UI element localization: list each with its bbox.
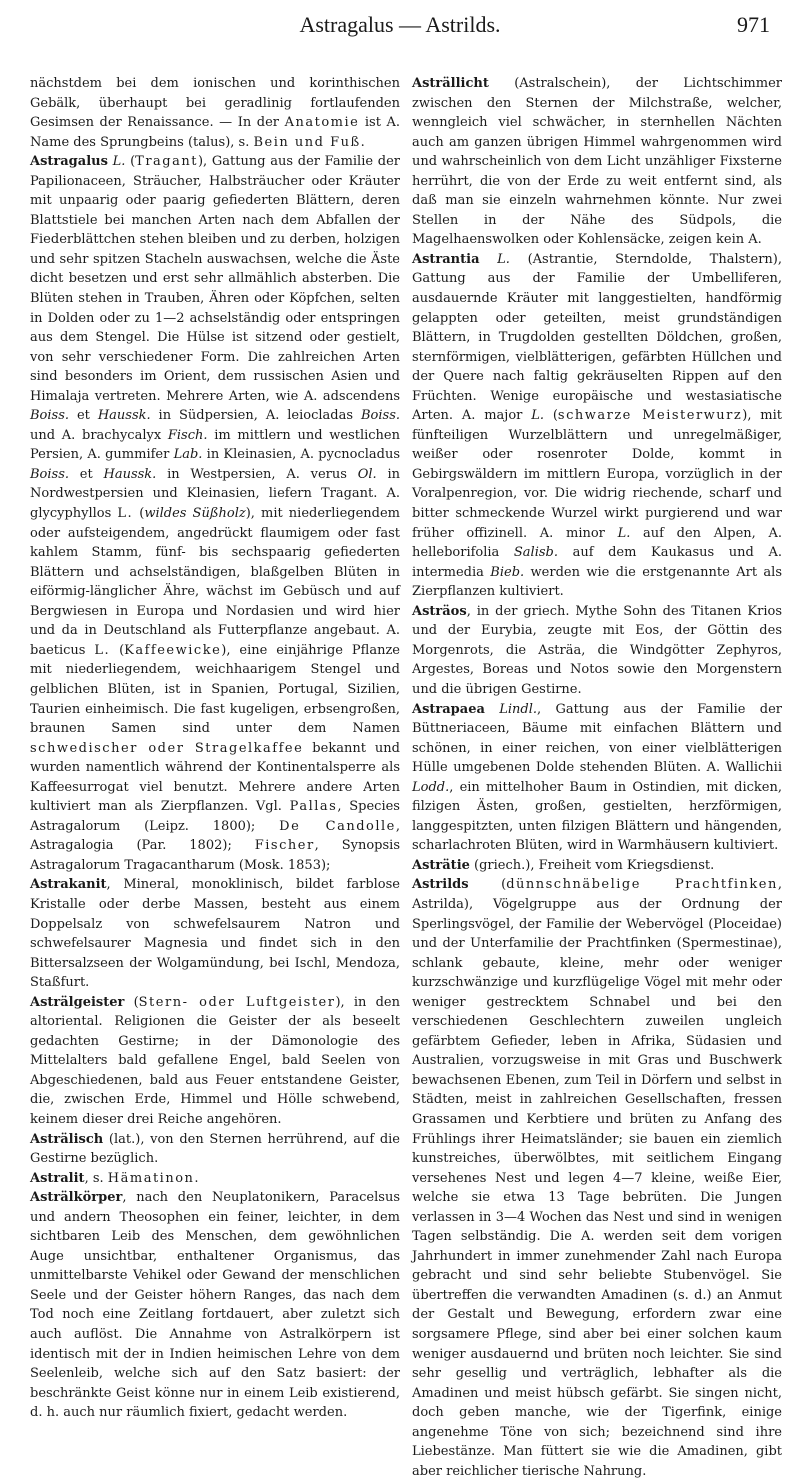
entry-headword: Astragalus [30,154,108,170]
text-run: in Südpersien, A. leiocladas [150,408,361,424]
text-run: , Mineral, monoklinisch, bildet farblose Kristalle oder derbe Massen, besteht aus einem Doppelsalz von schwefelsaurem Natron und schwefelsaurer Magnesia und findet sich in den Bittersalzseen der Wolgamündung, bei Ischl, Mendoza, Staßfurt. [30,877,400,991]
text-run: Tragant [135,154,198,170]
entry-paragraph [412,700,782,856]
text-run: ( [124,994,139,1010]
text-run: in Kleinasien, A. pycnocladus [202,447,401,463]
text-run: ( [125,154,136,170]
text-run: ), mit fünfteiligen Wurzelblättern und unregelmäßiger, weißer oder rosenroter Dolde, kommt in Gebirgswäldern im mittlern Europa, vorzüglich in der Voralpenregion, vor. Die widrig riechende, scharf und bitter schmeckende Wurzel wirkt purgierend und war früher offizinell. A. minor [412,408,783,541]
text-run: ), Gattung aus der Familie der Papilionaceen, Sträucher, Halbsträucher oder Kräuter mit unpaarig oder paarig gefiederten Blättern, deren Blattstiele bei manchen Arten nach dem Abfallen der Fiederblättchen stehen bleiben und zu derben, holzigen und sehr spitzen Stacheln auswachsen, welche die Äste dicht besetzen und erst sehr allmählich absterben. Die Blüten stehen in Trauben, Ähren oder Köpfchen, selten in Dolden oder zu 1—2 achselständig oder entspringen aus dem Stengel. Die Hülse ist sitzend oder gestielt, von sehr verschiedener Form. Die zahlreichen Arten sind besonders im Orient, dem russischen Asien und Himalaja vertreten. Mehrere Arten, wie A. adscendens [30,154,400,404]
text-run: , nach den Neuplatonikern, Paracelsus und andern Theosophen ein feiner, leichter, in dem sichtbaren Leib des Menschen, dem gewöhnlichen Auge unsichtbar, enthaltener Organismus, das unmittelbarste Vehikel oder Gewand der menschlichen Seele und der Geister höhern Ranges, das nach dem Tod noch eine Zeitlang fortdauert, aber zuletzt sich auch auflöst. Die Annahme von Astralkörpern ist identisch mit der in Indien heimischen Lehre von dem Seelenleib, welche sich auf den Satz basiert: der beschränkte Geist könne nur in einem Leib existierend, d. h. auch nur räumlich fixiert, gedacht werden. [30,1190,400,1421]
text-run [485,702,499,717]
text-run: auf den Alpen, A. helleborifolia [412,525,782,561]
text-run: Boiss. [30,466,70,482]
text-run: Fisch. [167,427,208,443]
text-run: Lab. [173,447,203,463]
text-run: bekannt und wurden namentlich während der Kontinentalsperre als Kaffeesurrogat viel benutzt. Mehrere andere Arten kultiviert man als Zierpflanzen. Vgl. [30,740,400,815]
text-run: , Astrilda), Vögelgruppe aus der Ordnung der Sperlingsvögel, der Familie der Webervögel (Ploceidae) und der Unterfamilie der Prachtfinken (Spermestinae), schlank gebaute, kleine, mehr oder weniger kurzschwänzige und kurzflügelige Vögel mit mehr oder weniger gestrecktem Schnabel und bei den verschiedenen Geschlechtern zuweilen ungleich gefärbtem Gefieder, leben in Afrika, Südasien und Australien, vorzugsweise in mit Gras und Buschwerk bewachsenen Ebenen, zum Teil in Dörfern und selbst in Städten, meist in zahlreichen Gesellschaften, fressen Grassamen und Kerbtiere und brüten zu Anfang des Frühlings ihrer Heimatsländer; sie bauen ein ziemlich kunstreiches, überwölbtes, mit seitlichem Eingang versehenes Nest und legen 4—7 kleine, weiße Eier, welche sie etwa 13 Tage bebrüten. Die Jungen verlassen in 3—4 Wochen das Nest und sind in wenigen Tagen selbständig. Die A. werden seit dem vorigen Jahrhundert in immer zunehmender Zahl nach Europa gebracht und sind sehr beliebte Stubenvögel. Sie übertreffen die verwandten Amadinen (s. d.) an Anmut der Gestalt und Bewegung, erfordern zwar eine sorgsamere Pflege, sind aber bei einer solchen kaum weniger ausdauernd und brüten noch leichter. Sie sind sehr gesellig und verträglich, lebhafter als die Amadinen und meist hübsch gefärbt. Sie singen nicht, doch geben manche, wie der Tigerfink, einige angenehme Töne von sich; bezeichnend sind ihre Liebestänze. Man füttert sie wie die Amadinen, gibt aber reichlicher tierische Nahrung. [412,877,782,1479]
text-run: , Species Astragalorum (Leipz. 1800); [30,799,400,834]
entry-paragraph [412,856,782,876]
entry-headword: Astrantia [412,251,480,267]
text-run: (Astralschein), der Lichtschimmer zwischen den Sternen der Milchstraße, welcher, wenngleich viel schwächer, in sternhellen Nächten auch am ganzen übrigen Himmel wahrgenommen wird und wahrscheinlich von dem Licht unzähliger Fixsterne herrührt, die von der Erde zu weit entfernt sind, als daß man sie einzeln wahrnehmen könnte. Nur zwei Stellen in der Nähe des Südpols, die Magelhaenswolken oder Kohlensäcke, zeigen kein A. [412,76,782,248]
text-run: in Nordwestpersien und Kleinasien, liefern Tragant. A. glycyphyllos [30,466,401,522]
text-run: , in der griech. Mythe Sohn des Titanen Krios und der Eurybia, zeugte mit Eos, der Göttin des Morgenrots, die Asträa, die Windgötter Zephyros, Argestes, Boreas und Notos sowie den Morgenstern und die übrigen Gestirne. [412,603,782,697]
text-run: Boiss. [30,408,70,424]
text-run: auf dem Kaukasus und A. intermedia [412,545,782,580]
entry-headword: Asträlgeister [30,994,125,1010]
text-run: L. [617,525,631,541]
text-run: Boiss. [360,408,400,424]
entry-paragraph [30,1169,400,1189]
entry-headword: Astrapaea [412,701,485,717]
text-run: ( [133,506,145,522]
text-run: Lindl. [499,701,537,717]
text-run: Bein und Fuß [253,134,361,150]
text-run: dünnschnäbelige Prachtfinken [506,877,778,893]
left-column [30,74,401,1421]
text-run: in Westpersien, A. verus [156,466,358,482]
entry-headword: Asträlkörper [30,1190,123,1206]
right-column [412,74,783,1479]
text-run: Bieb. [490,564,525,580]
entry-paragraph [30,1130,400,1169]
text-run: , Gattung aus der Familie der Büttneriaceen, Bäume mit einfachen Blättern und schönen, in einer reichen, von einer vielblätterigen Hülle umgebenen Dolde stehenden Blüten. A. Wallichii [412,701,782,776]
text-run: schwedischer oder Stragelkaffee [30,740,304,756]
text-run: . [360,134,365,150]
text-run: Salisb. [513,545,558,561]
text-run: ), eine einjährige Pflanze mit niederliegendem, weichhaarigem Stengel und gelblichen Blüten, ist in Spanien, Portugal, Sizilien, Taurien einheimisch. Die fast kugeligen, erbsengroßen, braunen Samen sind unter dem Namen [30,642,400,737]
text-run: L. [117,506,134,522]
entry-paragraph [412,875,782,1481]
text-run: , ein mittelhoher Baum in Ostindien, mit dicken, filzigen Ästen, großen, gestielten, herzförmigen, langgespitzten, unten filzigen Blättern und hängenden, scharlachroten Blüten, wird in Warmhäusern kultiviert. [412,779,782,854]
text-run: , Astragalogia (Par. 1802); [30,818,400,854]
text-run: werden wie die erstgenannte Art als Zierpflanzen kultiviert. [412,564,782,600]
entry-headword: Asträlisch [30,1131,104,1147]
text-run: Haussk. [97,408,151,424]
text-run: ( [468,877,507,893]
text-run: Hämatinon [107,1170,195,1186]
text-run: (lat.), von den Sternen herrührend, auf die Gestirne bezüglich. [30,1131,400,1167]
text-run: ( [110,642,125,658]
entry-paragraph [30,875,400,992]
entry-headword: Asträllicht [412,76,489,91]
text-run: Lodd. [412,779,450,795]
text-run: Haussk. [103,466,157,482]
text-run: ), in den altoriental. Religionen die Geister der als beseelt gedachten Gestirne; in der Dämonologie des Mittelalters bald gefallene Engel, bald Seelen von Abgeschiedenen, bald aus Feuer entstandene Geister, die, zwischen Erde, Himmel und Hölle schwebend, keinem dieser drei Reiche angehören. [30,994,400,1127]
text-run: L. [497,251,510,267]
entry-headword: Asträtie [412,857,470,873]
text-run: Anatomie [284,115,360,131]
entry-paragraph [30,152,400,875]
text-run: wildes Süßholz [144,506,246,522]
text-run: ist A. Name des Sprungbeins (talus), s. [30,115,400,150]
text-run: ), mit niederliegendem oder aufsteigendem, angedrückt flaumigem oder fast kahlem Stamm, fünf- bis sechspaarig gefiederten Blättern und achselständigen, blaßgelben Blüten in eiförmig-länglicher Ähre, wächst im Gebüsch und auf Bergwiesen in Europa und Nordasien und wird hier und da in Deutschland als Futterpflanze angebaut. A. baeticus [30,506,400,658]
entry-paragraph [412,250,782,602]
text-run: L. [112,154,126,170]
entry-headword: Asträos [412,603,467,619]
entry-paragraph [412,74,782,250]
text-run: Pallas [289,799,338,815]
page-header [0,12,800,48]
text-run: Kaffeewicke [124,642,222,658]
text-run: ( [543,408,558,424]
text-run: et [69,408,98,424]
text-run: schwarze Meisterwurz [557,408,743,424]
text-run: L. [94,642,111,658]
entry-headword: Astrilds [412,877,469,893]
entry-headword: Astrakanit [30,877,107,893]
text-run: im mittlern und westlichen Persien, A. gummifer [30,427,400,463]
page-number: 971 [737,12,770,37]
text-run: , Synopsis Astragalorum Tragacantharum (Mosk. 1853); [30,838,400,873]
text-run [480,252,498,267]
entry-paragraph [30,1188,400,1423]
text-run: Fischer [254,838,315,854]
entry-paragraph [412,602,782,700]
text-run: Ol. [357,466,377,482]
entry-paragraph [30,993,400,1130]
entry-headword: Astralit [30,1170,85,1186]
text-run: . [194,1170,199,1186]
text-run: L. [531,408,544,424]
text-run: et [69,466,104,482]
running-title: Astragalus — Astrilds. [299,12,501,37]
text-run: (Astrantie, Sterndolde, Thalstern), Gattung aus der Familie der Umbelliferen, ausdauernde Kräuter mit langgestielten, handförmig gelappten oder geteilten, meist grundständigen Blättern, in Trugdolden gestellten Döldchen, großen, sternförmigen, vielblätterigen, gefärbten Hüllchen und der Quere nach faltig gekräuselten Rippen auf den Früchten. Wenige europäische und westasiatische Arten. A. major [412,251,782,424]
text-run: (griech.), Freiheit vom Kriegsdienst. [469,857,715,873]
text-run: Stern- oder Luftgeister [138,994,336,1010]
text-run: und A. brachycalyx [30,427,168,443]
entry-paragraph [30,74,400,152]
text-run: De Candolle [279,818,396,834]
text-run: , s. [84,1170,108,1186]
text-run: nächstdem bei dem ionischen und korinthischen Gebälk, überhaupt bei geradlinig fortlaufenden Gesimsen der Renaissance. — In der [30,76,400,131]
